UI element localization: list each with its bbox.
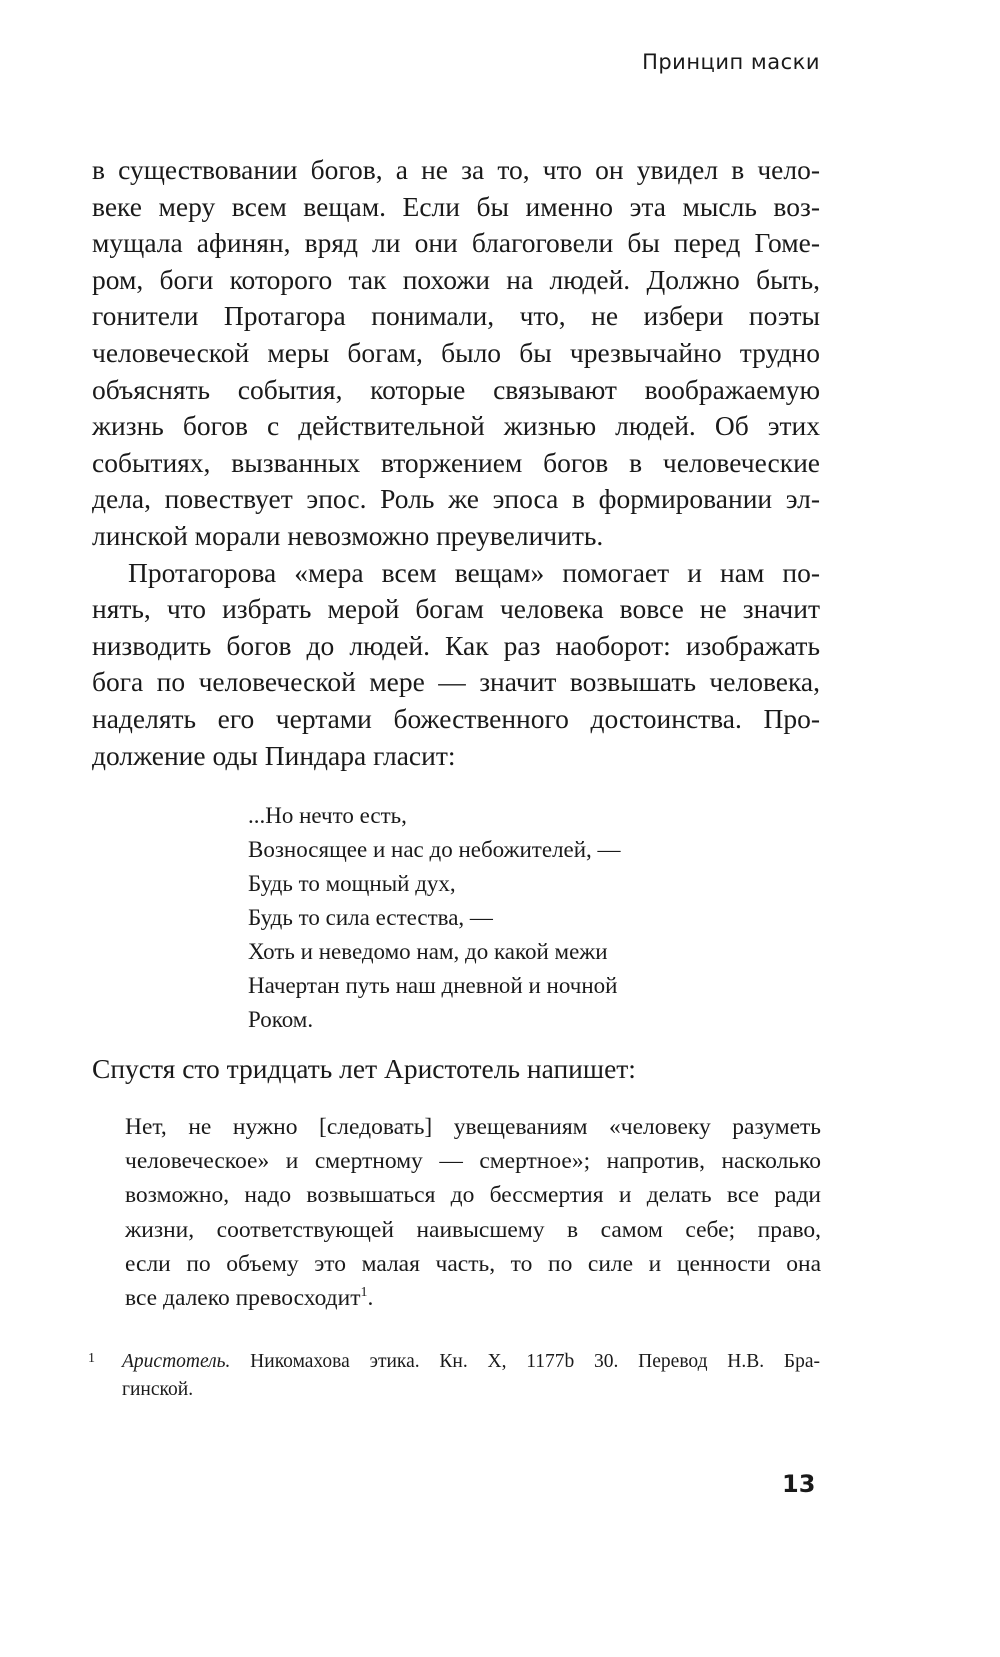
paragraph-1 xyxy=(92,152,820,555)
footnote-reference[interactable]: 1 xyxy=(360,1285,368,1301)
footnote-mark: 1 xyxy=(88,1351,95,1366)
text-line: веке меру всем вещам. Если бы именно эта мысль воз- xyxy=(92,190,820,222)
paragraph-2 xyxy=(92,555,820,775)
quote-line-last: все далеко превосходит$^1$. xyxy=(125,1285,374,1312)
text-line: событиях, вызванных вторжением богов в человеческие xyxy=(92,446,820,478)
text-line: гонители Протагора понимали, что, не избери поэты xyxy=(92,300,820,332)
text-line: человеческой меры богам, было бы чрезвычайно трудно xyxy=(92,336,820,368)
text-line: наделять его чертами божественного достоинства. Про- xyxy=(92,702,820,734)
poem-line: Будь то сила естества, — xyxy=(248,905,493,930)
page-number: 13 xyxy=(782,1470,816,1498)
poem-quote xyxy=(248,799,621,1037)
text-line: нять, что избрать мерой богам человека вовсе не значит xyxy=(92,593,820,625)
quote-line: жизни, соответствующей наивысшему в самом себе; право, xyxy=(125,1216,821,1243)
text-line: Протагорова «мера всем вещам» помогает и нам по- xyxy=(128,556,820,588)
quote-line: если по объему это малая часть, то по силе и ценности она xyxy=(125,1250,821,1277)
footnote xyxy=(88,1348,820,1404)
quote-line: возможно, надо возвышаться до бессмертия и делать все ради xyxy=(125,1182,821,1209)
quote-line: человеческое» и смертному — смертное»; напротив, насколько xyxy=(125,1148,821,1175)
poem-line: ...Но нечто есть, xyxy=(248,803,407,828)
poem-line: Возносящее и нас до небожителей, — xyxy=(248,837,621,862)
footnote-line: гинской. xyxy=(122,1379,194,1400)
text-line: ром, боги которого так похожи на людей. Должно быть, xyxy=(92,263,820,295)
quote-line: Нет, не нужно [следовать] увещеваниям «человеку разуметь xyxy=(125,1114,821,1140)
text-line: мущала афинян, вряд ли они благоговели бы перед Гоме- xyxy=(92,227,820,259)
poem-line: Начертан путь наш дневной и ночной xyxy=(248,973,618,998)
text-line: бога по человеческой мере — значит возвышать человека, xyxy=(92,666,820,698)
text-line: дела, повествует эпос. Роль же эпоса в формировании эл- xyxy=(92,483,820,515)
footnote-line xyxy=(122,1348,820,1376)
poem-line: Хоть и неведомо нам, до какой межи xyxy=(248,939,608,964)
text-line: линской морали невозможно преувеличить. xyxy=(92,519,604,551)
poem-line: Роком. xyxy=(248,1007,314,1032)
text-line: в существовании богов, а не за то, что он увидел в чело- xyxy=(92,154,820,185)
text-line: должение оды Пиндара гласит: xyxy=(92,739,456,771)
footnote-source: Никомахова этика. Кн. X, 1177b 30. Перевод Н.В. Бра- xyxy=(230,1351,820,1372)
quote-line-text: все далеко превосходит xyxy=(125,1285,361,1312)
lead-in-sentence: Спустя сто тридцать лет Аристотель напишет: xyxy=(92,1053,636,1084)
poem-line: Будь то мощный дух, xyxy=(248,871,456,896)
text-line: жизнь богов с действительной жизнью людей. Об этих xyxy=(92,410,820,442)
footnote-text xyxy=(122,1348,820,1404)
footnote-author: Аристотель. xyxy=(122,1351,231,1372)
main-text xyxy=(92,152,820,774)
running-head: Принцип маски xyxy=(642,50,820,74)
text-line: объяснять события, которые связывают воображаемую xyxy=(92,373,820,405)
aristotle-quote xyxy=(125,1110,821,1315)
text-line: низводить богов до людей. Как раз наоборот: изображать xyxy=(92,629,820,661)
